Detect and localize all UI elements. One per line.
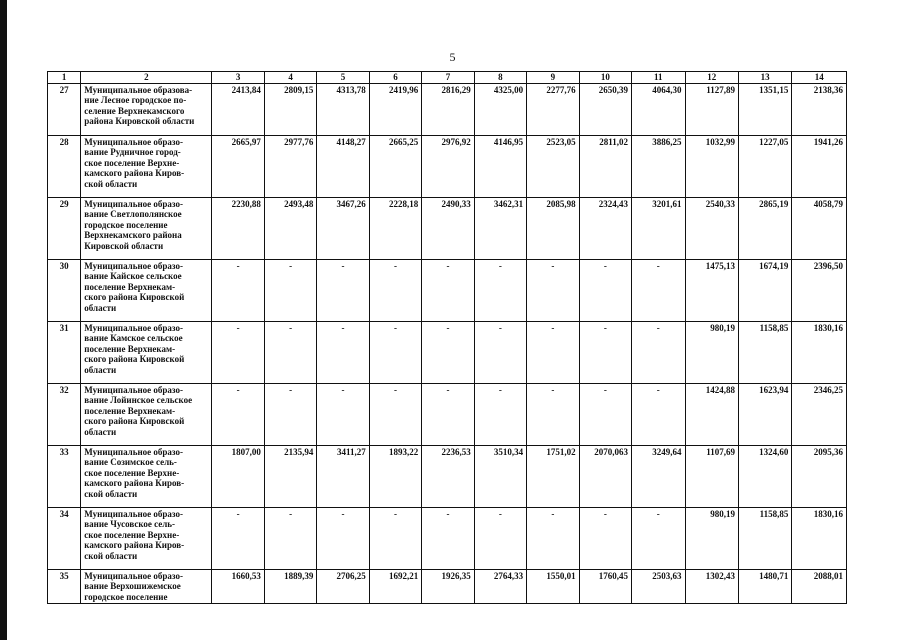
column-header: 10 [579,72,631,84]
value-cell: 2650,39 [579,83,631,135]
municipality-name-line: поселение Верхнекам- [84,281,176,292]
value-cell: 3462,31 [474,197,526,259]
value-cell: 2809,15 [264,83,316,135]
value-cell: 2230,88 [212,197,264,259]
column-header: 3 [212,72,264,84]
value-cell: 2706,25 [317,569,369,604]
value-cell: - [527,383,579,445]
table-row [48,383,847,445]
municipality-name-line: Муниципальное образо- [84,136,183,147]
row-number: 32 [48,383,81,445]
municipality-name [81,321,212,383]
value-cell: 2396,50 [792,259,847,321]
value-cell: - [579,507,631,569]
value-cell: 2419,96 [369,83,421,135]
municipality-name-line: Муниципальное образо- [84,508,183,519]
municipality-name-line: области [84,426,117,437]
value-cell: 2070,063 [579,445,631,507]
municipality-name-line: ское поселение Верхне- [84,467,180,478]
municipality-name-line: вание Лойинское сельское [84,395,193,405]
value-cell: - [264,259,316,321]
value-cell: 3510,34 [474,445,526,507]
value-cell: 2811,02 [579,135,631,197]
table-row [48,445,847,507]
value-cell: - [212,383,264,445]
value-cell: - [212,259,264,321]
value-cell: 1692,21 [369,569,421,604]
value-cell: - [369,321,421,383]
table-row [48,321,847,383]
municipality-name-line: Муниципальное образова- [84,84,193,95]
value-cell: 3467,26 [317,197,369,259]
value-cell: 1893,22 [369,445,421,507]
value-cell: - [527,507,579,569]
value-cell: 2095,36 [792,445,847,507]
table-row [48,507,847,569]
municipality-name-line: ское поселение Верхне- [84,157,180,168]
municipality-name-line: области [84,364,117,375]
table-row [48,197,847,259]
value-cell: - [632,321,685,383]
value-cell: - [474,507,526,569]
value-cell: 1158,85 [738,507,791,569]
value-cell: 2490,33 [422,197,474,259]
value-cell: 1475,13 [685,259,738,321]
municipality-name [81,259,212,321]
value-cell: 1127,89 [685,83,738,135]
municipality-name-line: вание Светлополянское [84,209,182,219]
municipality-name [81,569,212,604]
row-number: 30 [48,259,81,321]
municipality-name-line: ской области [84,178,138,189]
value-cell: 1227,05 [738,135,791,197]
value-cell: 4325,00 [474,83,526,135]
value-cell: - [474,321,526,383]
data-table [47,71,847,604]
table-row [48,259,847,321]
column-header: 9 [527,72,579,84]
municipality-name-line: области [84,302,117,313]
value-cell: - [317,259,369,321]
value-cell: - [369,259,421,321]
value-cell: 1674,19 [738,259,791,321]
value-cell: 1807,00 [212,445,264,507]
row-number: 34 [48,507,81,569]
municipality-name-line: района Кировской области [84,116,195,126]
municipality-name-line: Муниципальное образо- [84,384,183,395]
value-cell: - [474,259,526,321]
value-cell: 3411,27 [317,445,369,507]
municipality-name-line: Муниципальное образо- [84,198,183,209]
value-cell: 1926,35 [422,569,474,604]
value-cell: - [264,321,316,383]
value-cell: - [212,321,264,383]
municipality-name [81,83,212,135]
value-cell: 1623,94 [738,383,791,445]
value-cell: 1424,88 [685,383,738,445]
municipality-name-line: ского района Кировской [84,416,185,426]
municipality-name-line: Муниципальное образо- [84,260,183,271]
column-header: 12 [685,72,738,84]
municipality-name-line: Муниципальное образо- [84,446,183,457]
value-cell: - [264,507,316,569]
column-header: 14 [792,72,847,84]
municipality-name-line: ского района Кировской [84,292,185,302]
value-cell: 2138,36 [792,83,847,135]
value-cell: 2228,18 [369,197,421,259]
municipality-name-line: поселение Верхнекам- [84,405,176,416]
municipality-name-line: камского района Киров- [84,540,185,550]
value-cell: 1830,16 [792,321,847,383]
value-cell: - [579,321,631,383]
column-header: 5 [317,72,369,84]
municipality-name [81,197,212,259]
value-cell: 1302,43 [685,569,738,604]
value-cell: 1830,16 [792,507,847,569]
value-cell: - [422,507,474,569]
value-cell: 2346,25 [792,383,847,445]
value-cell: 3201,61 [632,197,685,259]
municipality-name-line: вание Кайское сельское [84,271,182,281]
value-cell: 4148,27 [317,135,369,197]
column-header: 8 [474,72,526,84]
municipality-name [81,507,212,569]
municipality-name-line: Кировской области [84,240,164,251]
value-cell: 1550,01 [527,569,579,604]
value-cell: 2413,84 [212,83,264,135]
municipality-name-line: вание Рудничное город- [84,147,181,157]
value-cell: 1660,53 [212,569,264,604]
table-body [48,83,847,604]
table-row [48,135,847,197]
value-cell: - [579,259,631,321]
municipality-name [81,135,212,197]
table-header-row [48,72,847,84]
municipality-name-line: Муниципальное образо- [84,322,183,333]
value-cell: 4313,78 [317,83,369,135]
value-cell: - [212,507,264,569]
column-header: 7 [422,72,474,84]
value-cell: 3249,64 [632,445,685,507]
municipality-name-line: вание Созимское сель- [84,457,177,467]
table-row [48,83,847,135]
value-cell: 1107,69 [685,445,738,507]
value-cell: 980,19 [685,321,738,383]
municipality-name-line: ского района Кировской [84,354,185,364]
value-cell: 980,19 [685,507,738,569]
municipality-name-line: вание Камское сельское [84,333,183,343]
value-cell: - [632,507,685,569]
municipality-name-line: городское поселение [84,591,168,602]
row-number: 31 [48,321,81,383]
value-cell: 2324,43 [579,197,631,259]
column-header: 2 [81,72,212,84]
value-cell: - [264,383,316,445]
row-number: 27 [48,83,81,135]
value-cell: 2088,01 [792,569,847,604]
value-cell: - [474,383,526,445]
value-cell: 2540,33 [685,197,738,259]
value-cell: - [632,259,685,321]
value-cell: 4058,79 [792,197,847,259]
value-cell: - [422,321,474,383]
value-cell: 2665,97 [212,135,264,197]
value-cell: 2236,53 [422,445,474,507]
column-header: 4 [264,72,316,84]
municipality-name-line: поселение Верхнекам- [84,343,176,354]
row-number: 29 [48,197,81,259]
value-cell: 2085,98 [527,197,579,259]
value-cell: 2977,76 [264,135,316,197]
value-cell: 2865,19 [738,197,791,259]
value-cell: - [527,259,579,321]
value-cell: - [422,383,474,445]
value-cell: 1351,15 [738,83,791,135]
value-cell: 1941,26 [792,135,847,197]
value-cell: - [369,507,421,569]
municipality-name-line: селение Верхнекамского [84,105,185,116]
value-cell: 1032,99 [685,135,738,197]
municipality-name-line: вание Верхошижемское [84,581,181,591]
value-cell: 1889,39 [264,569,316,604]
municipality-name-line: Верхнекамского района [84,230,182,240]
value-cell: 1760,45 [579,569,631,604]
value-cell: - [632,383,685,445]
value-cell: 2764,33 [474,569,526,604]
value-cell: - [317,383,369,445]
value-cell: - [317,507,369,569]
row-number: 33 [48,445,81,507]
table-row [48,569,847,604]
column-header: 1 [48,72,81,84]
value-cell: 2277,76 [527,83,579,135]
row-number: 28 [48,135,81,197]
value-cell: - [317,321,369,383]
value-cell: - [369,383,421,445]
value-cell: 4064,30 [632,83,685,135]
column-header: 6 [369,72,421,84]
municipality-name-line: ское поселение Верхне- [84,529,180,540]
value-cell: 1751,02 [527,445,579,507]
value-cell: - [422,259,474,321]
municipality-name-line: ние Лесное городское по- [84,95,187,105]
municipality-name-line: камского района Киров- [84,168,185,178]
municipality-name-line: Муниципальное образо- [84,570,183,581]
column-header: 13 [738,72,791,84]
row-number: 35 [48,569,81,604]
value-cell: 2976,92 [422,135,474,197]
municipality-name [81,445,212,507]
municipality-name-line: городское поселение [84,219,168,230]
page-number: 5 [449,50,456,64]
column-header: 11 [632,72,685,84]
scan-edge-bar [0,0,7,640]
municipality-name-line: ской области [84,550,138,561]
municipality-name [81,383,212,445]
value-cell: 1324,60 [738,445,791,507]
value-cell: 2665,25 [369,135,421,197]
value-cell: 1158,85 [738,321,791,383]
value-cell: 2135,94 [264,445,316,507]
municipality-name-line: вание Чусовское сель- [84,519,176,529]
municipality-name-line: ской области [84,488,138,499]
value-cell: 2816,29 [422,83,474,135]
value-cell: 2493,48 [264,197,316,259]
value-cell: 1480,71 [738,569,791,604]
value-cell: 4146,95 [474,135,526,197]
value-cell: 3886,25 [632,135,685,197]
value-cell: - [579,383,631,445]
value-cell: - [527,321,579,383]
municipality-name-line: камского района Киров- [84,478,185,488]
value-cell: 2503,63 [632,569,685,604]
value-cell: 2523,05 [527,135,579,197]
